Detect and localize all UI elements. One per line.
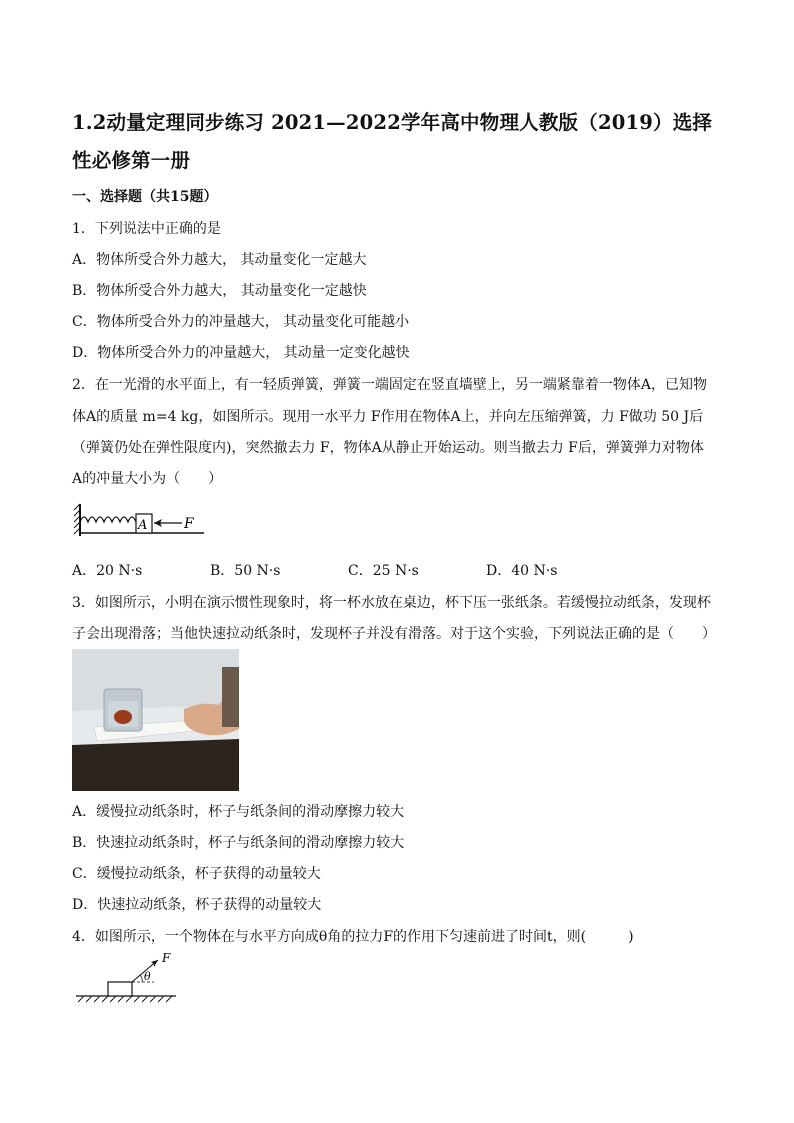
q3-option-c: C．缓慢拉动纸条，杯子获得的动量较大 bbox=[72, 866, 321, 882]
q1-option-b: B．物体所受合外力越大， 其动量变化一定越快 bbox=[72, 283, 367, 299]
experiment-photo bbox=[72, 649, 239, 791]
q3-option-b: B．快速拉动纸条时，杯子与纸条间的滑动摩擦力较大 bbox=[72, 835, 405, 851]
incline-force-figure bbox=[72, 950, 182, 1008]
q3-line-1: 3．如图所示，小明在演示惯性现象时，将一杯水放在桌边，杯下压一张纸条。若缓慢拉动纸条，发现杯 bbox=[72, 595, 711, 611]
q2-options bbox=[72, 560, 722, 580]
q1-option-c: C．物体所受合外力的冲量越大， 其动量变化可能越小 bbox=[72, 314, 410, 330]
q1-option-a: A．物体所受合外力越大， 其动量变化一定越大 bbox=[72, 252, 367, 268]
q3-option-a: A．缓慢拉动纸条时，杯子与纸条间的滑动摩擦力较大 bbox=[72, 804, 405, 820]
glass-paper-photo-illustration bbox=[72, 649, 239, 791]
q2-line-2: 体A的质量 m=4 kg，如图所示。现用一水平力 F作用在物体A上，并向左压缩弹簧，力 F做功 50 J后 bbox=[72, 409, 704, 425]
section-heading: 一、选择题（共15题） bbox=[72, 189, 218, 205]
q1-stem: 1．下列说法中正确的是 bbox=[72, 221, 221, 237]
block-label: A bbox=[138, 518, 148, 533]
spring-block-figure bbox=[72, 500, 212, 540]
q4-angle-label: θ bbox=[144, 970, 151, 983]
q2-option-a: A．20 N·s bbox=[72, 563, 143, 579]
q3-line-2: 子会出现滑落；当他快速拉动纸条时，发现杯子并没有滑落。对于这个实验，下列说法正确的是（ ） bbox=[72, 626, 716, 642]
force-label: F bbox=[184, 516, 194, 532]
q4-force-label: F bbox=[162, 951, 171, 965]
q3-option-d: D．快速拉动纸条，杯子获得的动量较大 bbox=[72, 897, 322, 913]
q2-line-1: 2．在一光滑的水平面上，有一轻质弹簧，弹簧一端固定在竖直墙壁上，另一端紧靠着一物体A，已知物 bbox=[72, 377, 708, 393]
q2-option-b: B．50 N·s bbox=[210, 563, 281, 579]
q4-stem: 4．如图所示，一个物体在与水平方向成θ角的拉力F的作用下匀速前进了时间t，则( ) bbox=[72, 929, 634, 945]
document-title: 1.2动量定理同步练习 2021—2022学年高中物理人教版（2019）选择性必修第一册 bbox=[72, 111, 713, 172]
q2-option-c: C．25 N·s bbox=[348, 563, 419, 579]
q2-option-d: D．40 N·s bbox=[486, 563, 558, 579]
q2-line-3: （弹簧仍处在弹性限度内)，突然撤去力 F，物体A从静止开始运动。则当撤去力 F后，弹簧弹力对物体 bbox=[72, 440, 704, 456]
q2-line-4: A的冲量大小为（ ） bbox=[72, 471, 223, 487]
q1-option-d: D．物体所受合外力的冲量越大， 其动量一定变化越快 bbox=[72, 345, 410, 361]
